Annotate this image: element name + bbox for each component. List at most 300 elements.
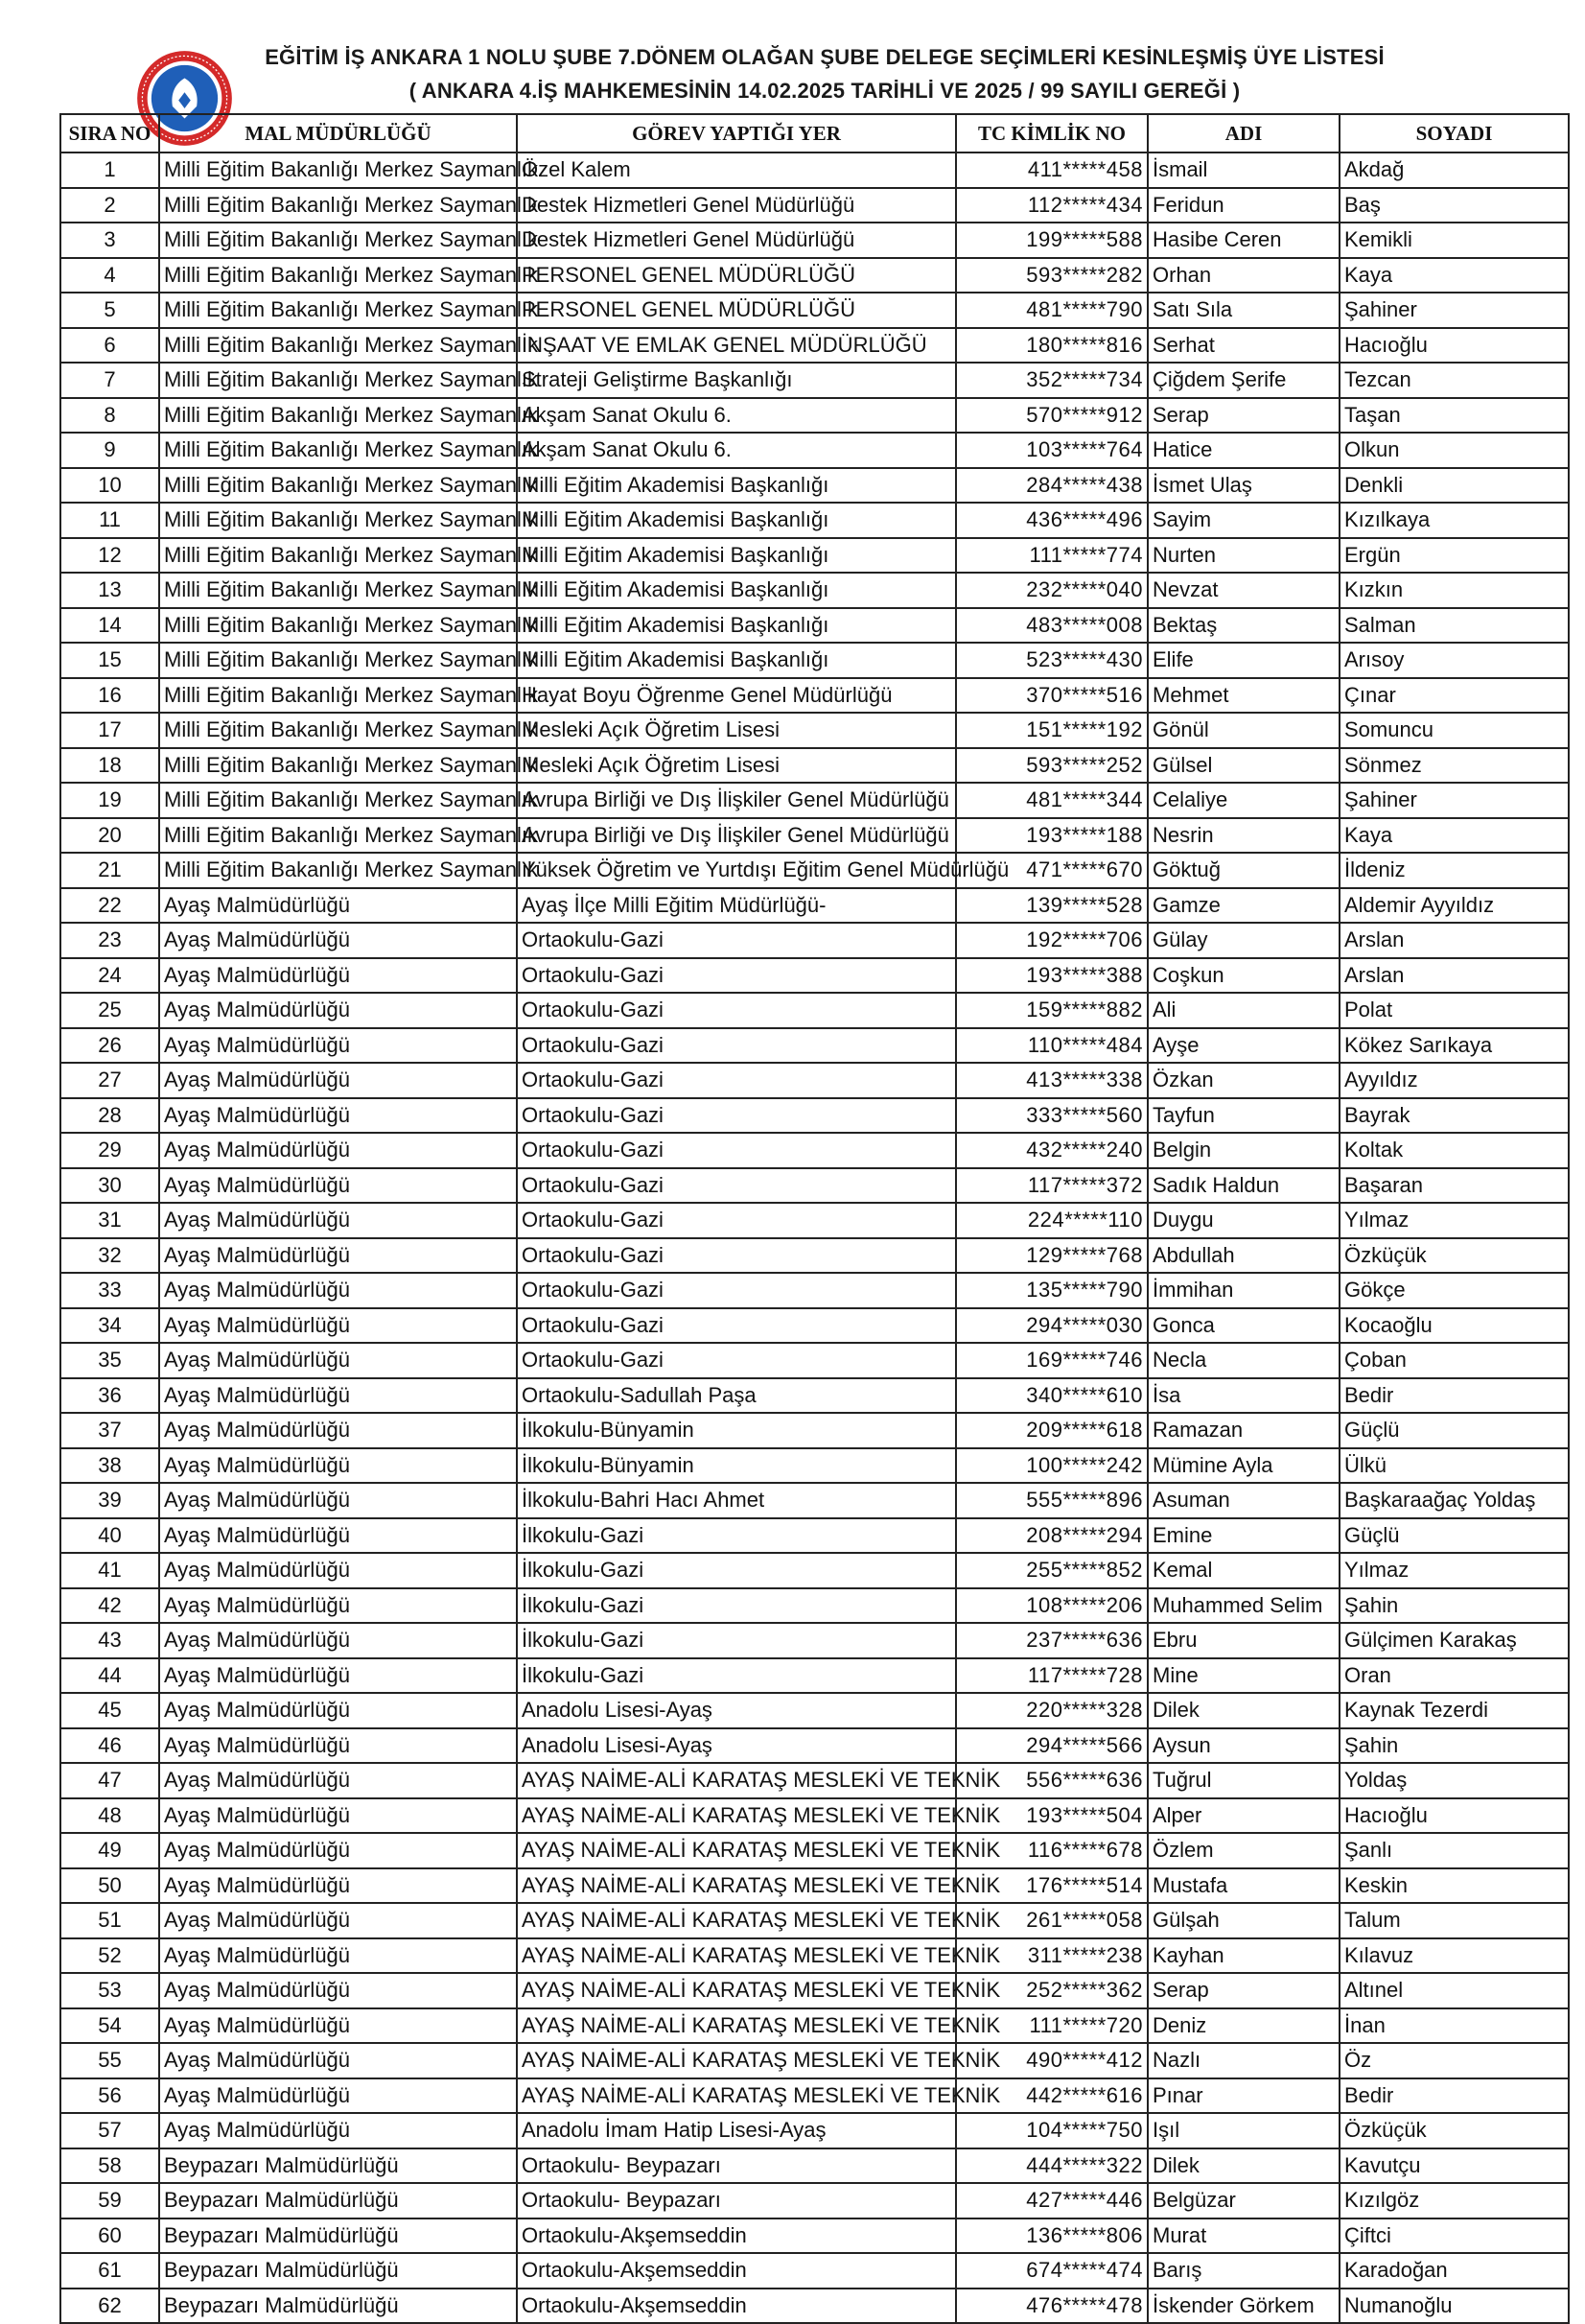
table-row — [60, 678, 1569, 714]
cell-sira-no: 46 — [60, 1728, 159, 1764]
cell-soyadi: Kemikli — [1340, 223, 1569, 258]
cell-tc-kimlik: 333*****560 — [956, 1098, 1148, 1134]
cell-adi: Nazlı — [1148, 2043, 1340, 2078]
cell-mal-mudurlugu: Ayaş Malmüdürlüğü — [159, 2008, 517, 2044]
cell-mal-mudurlugu: Milli Eğitim Bakanlığı Merkez Saymanlık — [159, 713, 517, 748]
cell-soyadi: Altınel — [1340, 1973, 1569, 2008]
cell-tc-kimlik: 208*****294 — [956, 1518, 1148, 1554]
cell-mal-mudurlugu: Ayaş Malmüdürlüğü — [159, 1063, 517, 1098]
table-row — [60, 1623, 1569, 1658]
cell-tc-kimlik: 117*****728 — [956, 1658, 1148, 1694]
cell-mal-mudurlugu: Ayaş Malmüdürlüğü — [159, 1623, 517, 1658]
cell-soyadi: Güçlü — [1340, 1413, 1569, 1448]
cell-adi: Ali — [1148, 993, 1340, 1028]
cell-tc-kimlik: 180*****816 — [956, 328, 1148, 364]
cell-mal-mudurlugu: Ayaş Malmüdürlüğü — [159, 993, 517, 1028]
cell-sira-no: 21 — [60, 853, 159, 888]
cell-mal-mudurlugu: Ayaş Malmüdürlüğü — [159, 1553, 517, 1588]
cell-tc-kimlik: 103*****764 — [956, 433, 1148, 468]
cell-adi: Asuman — [1148, 1483, 1340, 1518]
cell-adi: Duygu — [1148, 1203, 1340, 1238]
cell-gorev-yeri: İlkokulu-Bahri Hacı Ahmet — [517, 1483, 956, 1518]
cell-tc-kimlik: 255*****852 — [956, 1553, 1148, 1588]
table-row — [60, 2148, 1569, 2184]
cell-soyadi: Salman — [1340, 608, 1569, 644]
cell-tc-kimlik: 593*****282 — [956, 258, 1148, 293]
cell-adi: Aysun — [1148, 1728, 1340, 1764]
cell-soyadi: Bayrak — [1340, 1098, 1569, 1134]
cell-gorev-yeri: PERSONEL GENEL MÜDÜRLÜĞÜ — [517, 258, 956, 293]
cell-sira-no: 54 — [60, 2008, 159, 2044]
cell-gorev-yeri: Mesleki Açık Öğretim Lisesi — [517, 713, 956, 748]
cell-mal-mudurlugu: Ayaş Malmüdürlüğü — [159, 1483, 517, 1518]
cell-gorev-yeri: AYAŞ NAİME-ALİ KARATAŞ MESLEKİ VE TEKNİK — [517, 1868, 956, 1904]
cell-gorev-yeri: Milli Eğitim Akademisi Başkanlığı — [517, 538, 956, 574]
cell-adi: Barış — [1148, 2253, 1340, 2289]
cell-gorev-yeri: İlkokulu-Gazi — [517, 1518, 956, 1554]
cell-soyadi: Yılmaz — [1340, 1203, 1569, 1238]
cell-adi: Dilek — [1148, 2148, 1340, 2184]
cell-sira-no: 35 — [60, 1343, 159, 1378]
table-row — [60, 433, 1569, 468]
cell-gorev-yeri: İlkokulu-Bünyamin — [517, 1448, 956, 1484]
cell-tc-kimlik: 159*****882 — [956, 993, 1148, 1028]
cell-soyadi: Şahin — [1340, 1728, 1569, 1764]
cell-soyadi: Ayyıldız — [1340, 1063, 1569, 1098]
cell-tc-kimlik: 294*****566 — [956, 1728, 1148, 1764]
cell-sira-no: 17 — [60, 713, 159, 748]
cell-sira-no: 12 — [60, 538, 159, 574]
cell-mal-mudurlugu: Ayaş Malmüdürlüğü — [159, 1728, 517, 1764]
cell-tc-kimlik: 193*****388 — [956, 958, 1148, 994]
table-row — [60, 643, 1569, 678]
table-row — [60, 503, 1569, 538]
cell-sira-no: 15 — [60, 643, 159, 678]
cell-sira-no: 62 — [60, 2289, 159, 2324]
cell-gorev-yeri: PERSONEL GENEL MÜDÜRLÜĞÜ — [517, 293, 956, 328]
cell-tc-kimlik: 110*****484 — [956, 1028, 1148, 1064]
cell-sira-no: 23 — [60, 923, 159, 958]
cell-sira-no: 57 — [60, 2113, 159, 2148]
cell-mal-mudurlugu: Beypazarı Malmüdürlüğü — [159, 2148, 517, 2184]
cell-gorev-yeri: Akşam Sanat Okulu 6. — [517, 398, 956, 434]
cell-sira-no: 39 — [60, 1483, 159, 1518]
cell-soyadi: Kaynak Tezerdi — [1340, 1693, 1569, 1728]
cell-gorev-yeri: Ortaokulu-Gazi — [517, 1203, 956, 1238]
cell-sira-no: 42 — [60, 1588, 159, 1624]
table-row — [60, 1588, 1569, 1624]
cell-gorev-yeri: Özel Kalem — [517, 153, 956, 188]
cell-soyadi: Kaya — [1340, 818, 1569, 854]
cell-gorev-yeri: Ortaokulu-Gazi — [517, 1168, 956, 1204]
cell-gorev-yeri: Anadolu Lisesi-Ayaş — [517, 1693, 956, 1728]
table-row — [60, 1938, 1569, 1974]
table-row — [60, 993, 1569, 1028]
cell-adi: Coşkun — [1148, 958, 1340, 994]
cell-mal-mudurlugu: Ayaş Malmüdürlüğü — [159, 1588, 517, 1624]
table-row — [60, 1168, 1569, 1204]
cell-sira-no: 49 — [60, 1833, 159, 1868]
cell-adi: İmmihan — [1148, 1273, 1340, 1308]
table-row — [60, 1973, 1569, 2008]
cell-adi: Satı Sıla — [1148, 293, 1340, 328]
cell-adi: Mustafa — [1148, 1868, 1340, 1904]
table-row — [60, 1343, 1569, 1378]
cell-adi: İsmail — [1148, 153, 1340, 188]
cell-gorev-yeri: Ortaokulu-Gazi — [517, 958, 956, 994]
cell-sira-no: 25 — [60, 993, 159, 1028]
table-row — [60, 1063, 1569, 1098]
cell-adi: Özlem — [1148, 1833, 1340, 1868]
cell-sira-no: 26 — [60, 1028, 159, 1064]
cell-mal-mudurlugu: Ayaş Malmüdürlüğü — [159, 1868, 517, 1904]
cell-mal-mudurlugu: Milli Eğitim Bakanlığı Merkez Saymanlık — [159, 643, 517, 678]
cell-adi: Alper — [1148, 1798, 1340, 1834]
table-row — [60, 1203, 1569, 1238]
cell-tc-kimlik: 674*****474 — [956, 2253, 1148, 2289]
table-row — [60, 293, 1569, 328]
cell-adi: Tuğrul — [1148, 1763, 1340, 1798]
table-row — [60, 2289, 1569, 2324]
cell-adi: Belgin — [1148, 1133, 1340, 1168]
cell-sira-no: 5 — [60, 293, 159, 328]
cell-mal-mudurlugu: Milli Eğitim Bakanlığı Merkez Saymanlık — [159, 293, 517, 328]
cell-mal-mudurlugu: Ayaş Malmüdürlüğü — [159, 1973, 517, 2008]
cell-mal-mudurlugu: Ayaş Malmüdürlüğü — [159, 1833, 517, 1868]
cell-sira-no: 61 — [60, 2253, 159, 2289]
cell-mal-mudurlugu: Milli Eğitim Bakanlığı Merkez Saymanlık — [159, 853, 517, 888]
cell-mal-mudurlugu: Ayaş Malmüdürlüğü — [159, 1413, 517, 1448]
cell-mal-mudurlugu: Ayaş Malmüdürlüğü — [159, 1938, 517, 1974]
cell-tc-kimlik: 432*****240 — [956, 1133, 1148, 1168]
cell-adi: İsa — [1148, 1378, 1340, 1414]
cell-mal-mudurlugu: Ayaş Malmüdürlüğü — [159, 1308, 517, 1344]
cell-tc-kimlik: 294*****030 — [956, 1308, 1148, 1344]
cell-sira-no: 28 — [60, 1098, 159, 1134]
cell-mal-mudurlugu: Ayaş Malmüdürlüğü — [159, 2078, 517, 2114]
table-row — [60, 1658, 1569, 1694]
cell-soyadi: Bedir — [1340, 1378, 1569, 1414]
cell-soyadi: Kavutçu — [1340, 2148, 1569, 2184]
cell-soyadi: Güçlü — [1340, 1518, 1569, 1554]
cell-gorev-yeri: Ortaokulu-Gazi — [517, 1028, 956, 1064]
cell-adi: Mümine Ayla — [1148, 1448, 1340, 1484]
cell-adi: Gülşah — [1148, 1903, 1340, 1938]
cell-mal-mudurlugu: Milli Eğitim Bakanlığı Merkez Saymanlık — [159, 608, 517, 644]
cell-adi: Işıl — [1148, 2113, 1340, 2148]
cell-tc-kimlik: 411*****458 — [956, 153, 1148, 188]
cell-adi: İskender Görkem — [1148, 2289, 1340, 2324]
cell-soyadi: Ergün — [1340, 538, 1569, 574]
cell-soyadi: İnan — [1340, 2008, 1569, 2044]
cell-tc-kimlik: 209*****618 — [956, 1413, 1148, 1448]
cell-adi: Deniz — [1148, 2008, 1340, 2044]
table-row — [60, 783, 1569, 818]
cell-tc-kimlik: 483*****008 — [956, 608, 1148, 644]
cell-adi: Gonca — [1148, 1308, 1340, 1344]
cell-tc-kimlik: 193*****504 — [956, 1798, 1148, 1834]
cell-adi: Serhat — [1148, 328, 1340, 364]
cell-sira-no: 9 — [60, 433, 159, 468]
cell-gorev-yeri: Ortaokulu-Gazi — [517, 1063, 956, 1098]
cell-mal-mudurlugu: Ayaş Malmüdürlüğü — [159, 1343, 517, 1378]
cell-adi: Elife — [1148, 643, 1340, 678]
table-row — [60, 2043, 1569, 2078]
table-row — [60, 188, 1569, 223]
cell-adi: Ramazan — [1148, 1413, 1340, 1448]
cell-tc-kimlik: 192*****706 — [956, 923, 1148, 958]
cell-soyadi: Yılmaz — [1340, 1553, 1569, 1588]
table-row — [60, 748, 1569, 784]
cell-soyadi: Gülçimen Karakaş — [1340, 1623, 1569, 1658]
cell-mal-mudurlugu: Beypazarı Malmüdürlüğü — [159, 2253, 517, 2289]
cell-adi: Abdullah — [1148, 1238, 1340, 1274]
table-row — [60, 538, 1569, 574]
cell-adi: Ebru — [1148, 1623, 1340, 1658]
cell-adi: İsmet Ulaş — [1148, 468, 1340, 504]
table-row — [60, 573, 1569, 608]
cell-adi: Bektaş — [1148, 608, 1340, 644]
table-row — [60, 398, 1569, 434]
cell-gorev-yeri: Mesleki Açık Öğretim Lisesi — [517, 748, 956, 784]
cell-tc-kimlik: 413*****338 — [956, 1063, 1148, 1098]
cell-gorev-yeri: Ortaokulu-Akşemseddin — [517, 2289, 956, 2324]
cell-adi: Serap — [1148, 398, 1340, 434]
table-row — [60, 1553, 1569, 1588]
table-row — [60, 1238, 1569, 1274]
cell-adi: Murat — [1148, 2218, 1340, 2254]
col-header-soyadi: SOYADI — [1340, 114, 1569, 153]
cell-sira-no: 19 — [60, 783, 159, 818]
cell-tc-kimlik: 224*****110 — [956, 1203, 1148, 1238]
cell-gorev-yeri: Destek Hizmetleri Genel Müdürlüğü — [517, 223, 956, 258]
cell-gorev-yeri: AYAŞ NAİME-ALİ KARATAŞ MESLEKİ VE TEKNİK — [517, 1973, 956, 2008]
cell-sira-no: 1 — [60, 153, 159, 188]
cell-mal-mudurlugu: Beypazarı Malmüdürlüğü — [159, 2218, 517, 2254]
cell-mal-mudurlugu: Ayaş Malmüdürlüğü — [159, 1798, 517, 1834]
table-row — [60, 1133, 1569, 1168]
table-row — [60, 853, 1569, 888]
cell-adi: Pınar — [1148, 2078, 1340, 2114]
cell-sira-no: 52 — [60, 1938, 159, 1974]
cell-gorev-yeri: İlkokulu-Gazi — [517, 1623, 956, 1658]
cell-soyadi: Şahin — [1340, 1588, 1569, 1624]
cell-tc-kimlik: 490*****412 — [956, 2043, 1148, 2078]
cell-adi: Nevzat — [1148, 573, 1340, 608]
cell-tc-kimlik: 523*****430 — [956, 643, 1148, 678]
cell-sira-no: 43 — [60, 1623, 159, 1658]
cell-mal-mudurlugu: Milli Eğitim Bakanlığı Merkez Saymanlık — [159, 363, 517, 398]
table-row — [60, 1098, 1569, 1134]
cell-adi: Celaliye — [1148, 783, 1340, 818]
cell-tc-kimlik: 476*****478 — [956, 2289, 1148, 2324]
cell-soyadi: Sönmez — [1340, 748, 1569, 784]
cell-soyadi: Oran — [1340, 1658, 1569, 1694]
table-row — [60, 258, 1569, 293]
cell-adi: Özkan — [1148, 1063, 1340, 1098]
cell-gorev-yeri: AYAŞ NAİME-ALİ KARATAŞ MESLEKİ VE TEKNİK — [517, 1903, 956, 1938]
cell-adi: Dilek — [1148, 1693, 1340, 1728]
cell-tc-kimlik: 436*****496 — [956, 503, 1148, 538]
cell-gorev-yeri: Milli Eğitim Akademisi Başkanlığı — [517, 503, 956, 538]
cell-adi: Gülsel — [1148, 748, 1340, 784]
table-row — [60, 1728, 1569, 1764]
cell-gorev-yeri: Ortaokulu-Gazi — [517, 1273, 956, 1308]
cell-gorev-yeri: AYAŞ NAİME-ALİ KARATAŞ MESLEKİ VE TEKNİK — [517, 1833, 956, 1868]
cell-tc-kimlik: 370*****516 — [956, 678, 1148, 714]
cell-adi: Göktuğ — [1148, 853, 1340, 888]
cell-soyadi: Numanoğlu — [1340, 2289, 1569, 2324]
cell-tc-kimlik: 112*****434 — [956, 188, 1148, 223]
cell-mal-mudurlugu: Ayaş Malmüdürlüğü — [159, 1098, 517, 1134]
cell-sira-no: 40 — [60, 1518, 159, 1554]
cell-soyadi: Başkaraağaç Yoldaş — [1340, 1483, 1569, 1518]
cell-tc-kimlik: 220*****328 — [956, 1693, 1148, 1728]
cell-sira-no: 3 — [60, 223, 159, 258]
cell-mal-mudurlugu: Milli Eğitim Bakanlığı Merkez Saymanlık — [159, 818, 517, 854]
cell-gorev-yeri: Ortaokulu-Gazi — [517, 1308, 956, 1344]
cell-mal-mudurlugu: Milli Eğitim Bakanlığı Merkez Saymanlık — [159, 538, 517, 574]
cell-soyadi: Kılavuz — [1340, 1938, 1569, 1974]
cell-adi: Feridun — [1148, 188, 1340, 223]
cell-sira-no: 32 — [60, 1238, 159, 1274]
col-header-tc-kimlik: TC KİMLİK NO — [956, 114, 1148, 153]
cell-soyadi: Hacıoğlu — [1340, 328, 1569, 364]
cell-soyadi: Talum — [1340, 1903, 1569, 1938]
cell-gorev-yeri: AYAŞ NAİME-ALİ KARATAŞ MESLEKİ VE TEKNİK — [517, 1938, 956, 1974]
cell-gorev-yeri: Yüksek Öğretim ve Yurtdışı Eğitim Genel Müdürlüğü — [517, 853, 956, 888]
cell-mal-mudurlugu: Milli Eğitim Bakanlığı Merkez Saymanlık — [159, 433, 517, 468]
cell-soyadi: Denkli — [1340, 468, 1569, 504]
table-row — [60, 1763, 1569, 1798]
table-row — [60, 1798, 1569, 1834]
cell-mal-mudurlugu: Ayaş Malmüdürlüğü — [159, 1133, 517, 1168]
cell-tc-kimlik: 104*****750 — [956, 2113, 1148, 2148]
cell-mal-mudurlugu: Ayaş Malmüdürlüğü — [159, 2043, 517, 2078]
cell-soyadi: Polat — [1340, 993, 1569, 1028]
cell-adi: Tayfun — [1148, 1098, 1340, 1134]
cell-tc-kimlik: 136*****806 — [956, 2218, 1148, 2254]
cell-mal-mudurlugu: Ayaş Malmüdürlüğü — [159, 888, 517, 924]
cell-adi: Çiğdem Şerife — [1148, 363, 1340, 398]
cell-soyadi: Bedir — [1340, 2078, 1569, 2114]
cell-soyadi: Özküçük — [1340, 2113, 1569, 2148]
cell-soyadi: Koltak — [1340, 1133, 1569, 1168]
cell-soyadi: Çınar — [1340, 678, 1569, 714]
cell-soyadi: Çoban — [1340, 1343, 1569, 1378]
cell-tc-kimlik: 593*****252 — [956, 748, 1148, 784]
cell-sira-no: 44 — [60, 1658, 159, 1694]
cell-tc-kimlik: 556*****636 — [956, 1763, 1148, 1798]
cell-soyadi: Kökez Sarıkaya — [1340, 1028, 1569, 1064]
cell-soyadi: Gökçe — [1340, 1273, 1569, 1308]
table-row — [60, 958, 1569, 994]
cell-tc-kimlik: 129*****768 — [956, 1238, 1148, 1274]
cell-adi: Emine — [1148, 1518, 1340, 1554]
cell-adi: Ayşe — [1148, 1028, 1340, 1064]
cell-gorev-yeri: Ortaokulu-Gazi — [517, 923, 956, 958]
table-row — [60, 818, 1569, 854]
cell-mal-mudurlugu: Milli Eğitim Bakanlığı Merkez Saymanlık — [159, 573, 517, 608]
cell-mal-mudurlugu: Milli Eğitim Bakanlığı Merkez Saymanlık — [159, 153, 517, 188]
cell-gorev-yeri: Ortaokulu-Gazi — [517, 1238, 956, 1274]
cell-soyadi: Keskin — [1340, 1868, 1569, 1904]
table-row — [60, 153, 1569, 188]
cell-gorev-yeri: Ortaokulu-Akşemseddin — [517, 2253, 956, 2289]
cell-tc-kimlik: 261*****058 — [956, 1903, 1148, 1938]
cell-sira-no: 53 — [60, 1973, 159, 2008]
cell-adi: Necla — [1148, 1343, 1340, 1378]
cell-mal-mudurlugu: Ayaş Malmüdürlüğü — [159, 958, 517, 994]
cell-adi: Gülay — [1148, 923, 1340, 958]
cell-sira-no: 11 — [60, 503, 159, 538]
cell-sira-no: 59 — [60, 2183, 159, 2218]
cell-tc-kimlik: 284*****438 — [956, 468, 1148, 504]
col-header-gorev-yeri: GÖREV YAPTIĞI YER — [517, 114, 956, 153]
cell-mal-mudurlugu: Milli Eğitim Bakanlığı Merkez Saymanlık — [159, 783, 517, 818]
cell-mal-mudurlugu: Milli Eğitim Bakanlığı Merkez Saymanlık — [159, 398, 517, 434]
table-row — [60, 223, 1569, 258]
cell-soyadi: Şahiner — [1340, 293, 1569, 328]
cell-tc-kimlik: 471*****670 — [956, 853, 1148, 888]
cell-sira-no: 2 — [60, 188, 159, 223]
cell-sira-no: 47 — [60, 1763, 159, 1798]
cell-mal-mudurlugu: Milli Eğitim Bakanlığı Merkez Saymanlık — [159, 678, 517, 714]
cell-gorev-yeri: Ortaokulu- Beypazarı — [517, 2183, 956, 2218]
cell-soyadi: Akdağ — [1340, 153, 1569, 188]
table-header-row — [60, 114, 1569, 153]
cell-soyadi: Öz — [1340, 2043, 1569, 2078]
cell-soyadi: İldeniz — [1340, 853, 1569, 888]
table-row — [60, 2113, 1569, 2148]
table-row — [60, 608, 1569, 644]
cell-tc-kimlik: 311*****238 — [956, 1938, 1148, 1974]
table-row — [60, 1868, 1569, 1904]
cell-tc-kimlik: 481*****790 — [956, 293, 1148, 328]
cell-gorev-yeri: Milli Eğitim Akademisi Başkanlığı — [517, 573, 956, 608]
cell-sira-no: 33 — [60, 1273, 159, 1308]
cell-mal-mudurlugu: Milli Eğitim Bakanlığı Merkez Saymanlık — [159, 503, 517, 538]
cell-tc-kimlik: 352*****734 — [956, 363, 1148, 398]
cell-sira-no: 45 — [60, 1693, 159, 1728]
cell-gorev-yeri: İlkokulu-Gazi — [517, 1588, 956, 1624]
cell-sira-no: 31 — [60, 1203, 159, 1238]
cell-soyadi: Hacıoğlu — [1340, 1798, 1569, 1834]
cell-soyadi: Çiftci — [1340, 2218, 1569, 2254]
cell-adi: Belgüzar — [1148, 2183, 1340, 2218]
cell-soyadi: Kaya — [1340, 258, 1569, 293]
cell-mal-mudurlugu: Ayaş Malmüdürlüğü — [159, 1903, 517, 1938]
table-row — [60, 2253, 1569, 2289]
cell-tc-kimlik: 444*****322 — [956, 2148, 1148, 2184]
cell-adi: Hasibe Ceren — [1148, 223, 1340, 258]
cell-gorev-yeri: Avrupa Birliği ve Dış İlişkiler Genel Müdürlüğü — [517, 783, 956, 818]
cell-gorev-yeri: Destek Hizmetleri Genel Müdürlüğü — [517, 188, 956, 223]
cell-sira-no: 41 — [60, 1553, 159, 1588]
cell-gorev-yeri: AYAŞ NAİME-ALİ KARATAŞ MESLEKİ VE TEKNİK — [517, 1763, 956, 1798]
cell-sira-no: 48 — [60, 1798, 159, 1834]
cell-tc-kimlik: 108*****206 — [956, 1588, 1148, 1624]
cell-soyadi: Arslan — [1340, 958, 1569, 994]
cell-gorev-yeri: Milli Eğitim Akademisi Başkanlığı — [517, 608, 956, 644]
cell-adi: Gönül — [1148, 713, 1340, 748]
cell-sira-no: 51 — [60, 1903, 159, 1938]
cell-sira-no: 34 — [60, 1308, 159, 1344]
cell-tc-kimlik: 570*****912 — [956, 398, 1148, 434]
table-row — [60, 1833, 1569, 1868]
table-row — [60, 1378, 1569, 1414]
cell-adi: Mine — [1148, 1658, 1340, 1694]
